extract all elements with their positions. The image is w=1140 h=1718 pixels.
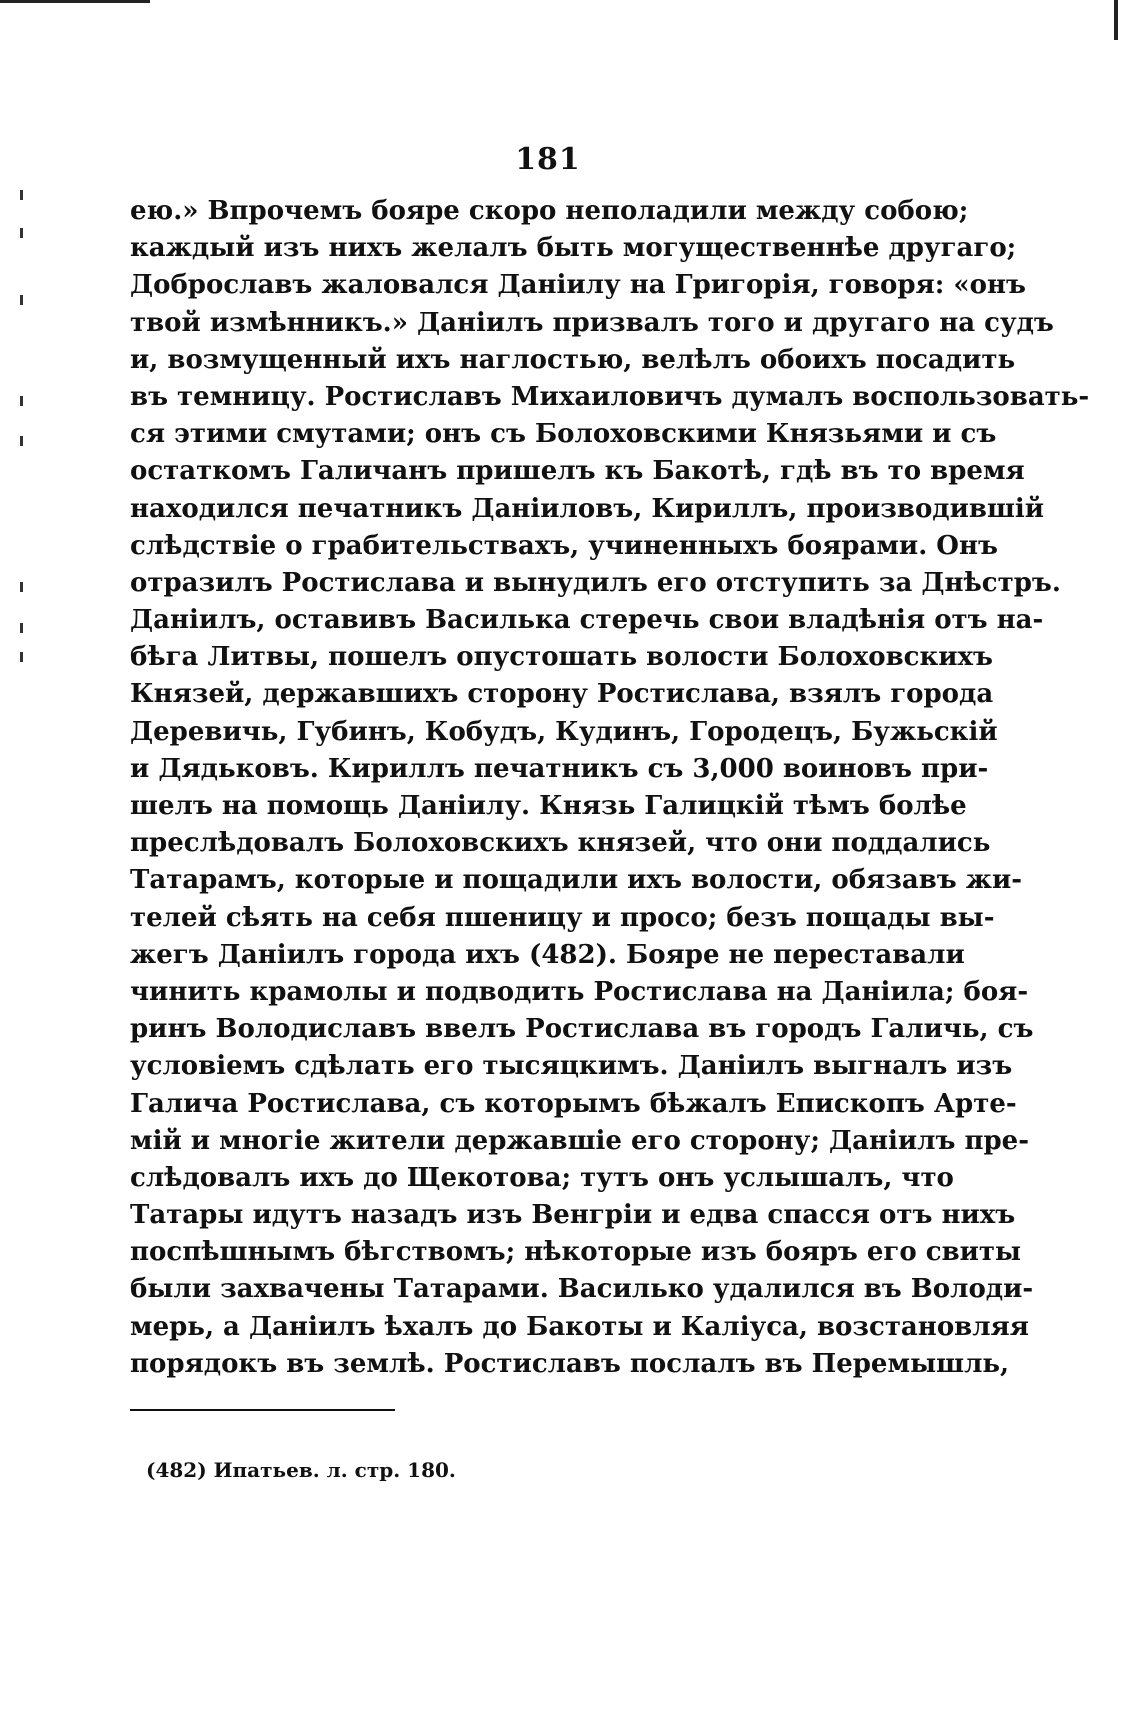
text-line: Галича Ростислава, съ которымъ бѣжалъ Епископъ Арте- — [130, 1088, 1017, 1119]
footnote-divider — [130, 1409, 395, 1411]
footnote: (482) Ипатьев. л. стр. 180. — [146, 1458, 456, 1482]
text-line: Князей, державшихъ сторону Ростислава, взялъ города — [130, 679, 994, 710]
scan-speck — [20, 436, 23, 446]
text-line: были захвачены Татарами. Василько удалился въ Володи- — [130, 1274, 1034, 1305]
text-line: ринъ Володиславъ ввелъ Ростислава въ городъ Галичь, съ — [130, 1014, 1034, 1045]
text-line: Татары идутъ назадъ изъ Венгріи и едва спасся отъ нихъ — [130, 1200, 1016, 1231]
text-line: слѣдствіе о грабительствахъ, учиненныхъ боярами. Онъ — [130, 530, 998, 561]
text-line: и, возмущенный ихъ наглостью, велѣлъ обоихъ посадить — [130, 344, 1016, 375]
text-line: отразилъ Ростислава и вынудилъ его отступить за Днѣстръ. — [130, 567, 1061, 598]
scan-speck — [20, 582, 23, 592]
scan-speck — [20, 623, 23, 633]
text-line: слѣдовалъ ихъ до Щекотова; тутъ онъ услышалъ, что — [130, 1162, 954, 1193]
text-line: находился печатникъ Даніиловъ, Кириллъ, производившій — [130, 493, 1045, 524]
text-line: условіемъ сдѣлать его тысяцкимъ. Даніилъ выгналъ изъ — [130, 1051, 1013, 1082]
text-line: каждый изъ нихъ желалъ быть могущественнѣе другаго; — [130, 233, 1017, 264]
scan-speck — [20, 652, 23, 662]
text-line: преслѣдовалъ Болоховскихъ князей, что они поддались — [130, 828, 991, 859]
text-line: ею.» Впрочемъ бояре скоро неполадили между собою; — [130, 196, 969, 226]
body-text — [130, 193, 1090, 1383]
text-line: мерь, а Даніилъ ѣхалъ до Бакоты и Каліуса, возстановляя — [130, 1311, 1029, 1342]
text-line: Деревичь, Губинъ, Кобудъ, Кудинъ, Городецъ, Бужьскій — [130, 716, 998, 747]
text-line: телей сѣять на себя пшеницу и просо; безъ пощады вы- — [130, 902, 995, 933]
scan-edge-top — [0, 0, 150, 3]
text-line: бѣга Литвы, пошелъ опустошать волости Болоховскихъ — [130, 642, 993, 673]
text-line: Даніилъ, оставивъ Василька стеречь свои владѣнія отъ на- — [130, 605, 1044, 636]
text-line: остаткомъ Галичанъ пришелъ къ Бакотѣ, гдѣ въ то время — [130, 456, 1025, 487]
scan-speck — [20, 396, 23, 406]
scan-speck — [20, 228, 23, 238]
text-line: въ темницу. Ростиславъ Михаиловичъ думалъ воспользовать- — [130, 381, 1090, 412]
text-line: поспѣшнымъ бѣгствомъ; нѣкоторые изъ бояръ его свиты — [130, 1237, 1022, 1268]
text-line: мій и многіе жители державшіе его сторону; Даніилъ пре- — [130, 1125, 1030, 1156]
text-line: Доброславъ жаловался Даніилу на Григорія, говоря: «онъ — [130, 270, 1026, 301]
text-line: твой измѣнникъ.» Даніилъ призвалъ того и другаго на судъ — [130, 307, 1054, 338]
text-line: жегъ Даніилъ города ихъ (482). Бояре не переставали — [130, 939, 965, 970]
scan-edge-right — [1114, 0, 1118, 40]
text-line: Татарамъ, которые и пощадили ихъ волости, обязавъ жи- — [130, 865, 1023, 896]
text-line: порядокъ въ землѣ. Ростиславъ послалъ въ Перемышль, — [130, 1348, 1010, 1379]
page-number: 181 — [515, 142, 581, 177]
text-line: ся этими смутами; онъ съ Болоховскими Князьями и съ — [130, 419, 997, 450]
scan-speck — [20, 295, 23, 305]
text-line: и Дядьковъ. Кириллъ печатникъ съ 3,000 воиновъ при- — [130, 753, 989, 784]
text-line: чинить крамолы и подводить Ростислава на Даніила; боя- — [130, 976, 1029, 1007]
text-line: шелъ на помощь Даніилу. Князь Галицкій тѣмъ болѣе — [130, 791, 967, 821]
scan-speck — [20, 190, 23, 200]
